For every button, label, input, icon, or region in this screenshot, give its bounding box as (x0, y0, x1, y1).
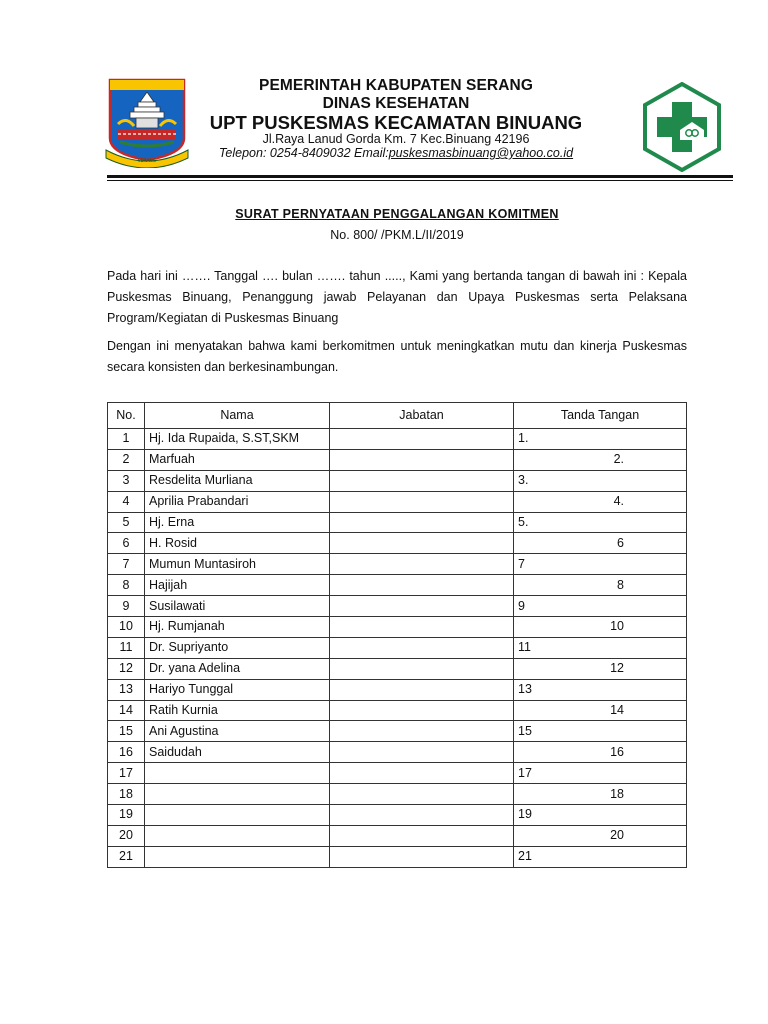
signature-number: 4. (613, 494, 624, 509)
signature-number: 16 (610, 744, 624, 759)
cell-jabatan (330, 763, 514, 784)
cell-nama: H. Rosid (145, 533, 330, 554)
svg-text:SERANG: SERANG (137, 159, 157, 164)
cell-nama (145, 784, 330, 805)
header-divider-thin (107, 180, 733, 181)
cell-nama (145, 846, 330, 867)
cell-no: 12 (108, 658, 145, 679)
cell-nama: Ani Agustina (145, 721, 330, 742)
table-row (108, 617, 687, 638)
cell-jabatan (330, 846, 514, 867)
cell-tanda-tangan (514, 533, 687, 554)
signature-number: 21 (518, 849, 532, 864)
table-row (108, 575, 687, 596)
cell-jabatan (330, 742, 514, 763)
cell-nama: Resdelita Murliana (145, 470, 330, 491)
cell-nama: Hajijah (145, 575, 330, 596)
cell-jabatan (330, 533, 514, 554)
signature-number: 11 (518, 640, 531, 655)
signature-number: 8 (617, 577, 624, 592)
cell-no: 4 (108, 491, 145, 512)
signature-number: 12 (610, 661, 624, 676)
table-row (108, 637, 687, 658)
cell-tanda-tangan (514, 491, 687, 512)
cell-nama: Susilawati (145, 596, 330, 617)
cell-jabatan (330, 784, 514, 805)
cell-jabatan (330, 805, 514, 826)
table-row (108, 784, 687, 805)
puskesmas-logo (642, 82, 722, 172)
cell-jabatan (330, 575, 514, 596)
signature-number: 1. (518, 431, 529, 446)
signature-number: 6 (617, 535, 624, 550)
table-row (108, 742, 687, 763)
cell-tanda-tangan (514, 721, 687, 742)
cell-no: 11 (108, 637, 145, 658)
table-row (108, 554, 687, 575)
header-email-link[interactable]: puskesmasbinuang@yahoo.co.id (388, 146, 574, 160)
cell-jabatan (330, 637, 514, 658)
cell-no: 21 (108, 846, 145, 867)
signature-number: 9 (518, 598, 525, 613)
cell-jabatan (330, 596, 514, 617)
document-paragraph-1: Pada hari ini ……. Tanggal …. bulan ……. tahun ....., Kami yang bertanda tangan di bawah ini : Kepala Puskesmas Binuang, Penanggung jawab Pelayanan dan Upaya Puskesmas serta Pelaksana Program/Kegiatan di Puskesmas Binuang (107, 269, 687, 325)
cell-tanda-tangan (514, 617, 687, 638)
cell-jabatan (330, 679, 514, 700)
cell-nama: Ratih Kurnia (145, 700, 330, 721)
cell-nama (145, 825, 330, 846)
cell-tanda-tangan (514, 825, 687, 846)
document-paragraph-2: Dengan ini menyatakan bahwa kami berkomitmen untuk meningkatkan mutu dan kinerja Puskesmas secara konsisten dan berkesinambungan. (107, 339, 687, 374)
signature-number: 3. (518, 473, 529, 488)
table-row (108, 596, 687, 617)
signature-number: 13 (518, 682, 532, 697)
cell-tanda-tangan (514, 554, 687, 575)
cell-no: 8 (108, 575, 145, 596)
table-row (108, 763, 687, 784)
column-header-no: No. (108, 403, 145, 429)
cell-tanda-tangan (514, 805, 687, 826)
cell-tanda-tangan (514, 512, 687, 533)
table-row (108, 491, 687, 512)
cell-no: 6 (108, 533, 145, 554)
signature-number: 20 (610, 828, 624, 843)
table-row (108, 429, 687, 450)
header-phone: Telepon: 0254-8409032 Email: (218, 146, 389, 160)
table-header-row (108, 403, 687, 429)
column-header-nama: Nama (145, 403, 330, 429)
cell-tanda-tangan (514, 596, 687, 617)
cell-nama: Hj. Ida Rupaida, S.ST,SKM (145, 429, 330, 450)
table-row (108, 721, 687, 742)
cell-jabatan (330, 825, 514, 846)
table-row (108, 512, 687, 533)
cell-nama: Aprilia Prabandari (145, 491, 330, 512)
cell-tanda-tangan (514, 679, 687, 700)
kabupaten-serang-emblem (104, 76, 190, 168)
cell-tanda-tangan (514, 784, 687, 805)
cell-nama: Dr. Supriyanto (145, 637, 330, 658)
header-department: DINAS KESEHATAN (322, 95, 470, 112)
cell-jabatan (330, 512, 514, 533)
cell-no: 19 (108, 805, 145, 826)
cell-nama: Hj. Rumjanah (145, 617, 330, 638)
signature-number: 10 (610, 619, 624, 634)
cell-tanda-tangan (514, 763, 687, 784)
signature-number: 7 (518, 556, 525, 571)
table-row (108, 533, 687, 554)
table-row (108, 449, 687, 470)
cell-tanda-tangan (514, 742, 687, 763)
cell-tanda-tangan (514, 575, 687, 596)
signature-number: 15 (518, 723, 532, 738)
table-row (108, 700, 687, 721)
cell-nama: Dr. yana Adelina (145, 658, 330, 679)
cell-no: 17 (108, 763, 145, 784)
cell-no: 13 (108, 679, 145, 700)
cell-jabatan (330, 491, 514, 512)
document-number: No. 800/ /PKM.L/II/2019 (330, 228, 464, 242)
cell-no: 10 (108, 617, 145, 638)
header-contact (190, 146, 602, 160)
header-government: PEMERINTAH KABUPATEN SERANG (259, 77, 533, 94)
signature-number: 14 (610, 703, 624, 718)
cell-nama: Hj. Erna (145, 512, 330, 533)
cell-nama: Marfuah (145, 449, 330, 470)
signature-number: 17 (518, 765, 532, 780)
cell-nama: Saidudah (145, 742, 330, 763)
cell-nama: Mumun Muntasiroh (145, 554, 330, 575)
cell-jabatan (330, 429, 514, 450)
header-address: Jl.Raya Lanud Gorda Km. 7 Kec.Binuang 42196 (262, 132, 530, 146)
table-row (108, 679, 687, 700)
cell-tanda-tangan (514, 700, 687, 721)
signature-number: 19 (518, 807, 532, 822)
cell-no: 5 (108, 512, 145, 533)
signature-number: 2. (613, 452, 624, 467)
header-divider-thick (107, 175, 733, 178)
cell-jabatan (330, 658, 514, 679)
table-body (108, 429, 687, 868)
cell-no: 14 (108, 700, 145, 721)
cell-tanda-tangan (514, 449, 687, 470)
cell-nama (145, 805, 330, 826)
table-row (108, 825, 687, 846)
cell-no: 1 (108, 429, 145, 450)
commitment-table (107, 402, 687, 868)
cell-no: 20 (108, 825, 145, 846)
cell-no: 18 (108, 784, 145, 805)
cell-tanda-tangan (514, 470, 687, 491)
table-row (108, 805, 687, 826)
cell-jabatan (330, 617, 514, 638)
cell-no: 7 (108, 554, 145, 575)
cell-jabatan (330, 470, 514, 491)
column-header-tanda-tangan: Tanda Tangan (514, 403, 687, 429)
cell-tanda-tangan (514, 637, 687, 658)
header-institution: UPT PUSKESMAS KECAMATAN BINUANG (209, 112, 583, 133)
table-row (108, 658, 687, 679)
cell-jabatan (330, 449, 514, 470)
cell-tanda-tangan (514, 429, 687, 450)
signature-number: 18 (610, 786, 624, 801)
cell-tanda-tangan (514, 658, 687, 679)
table-row (108, 470, 687, 491)
table-row (108, 846, 687, 867)
cell-jabatan (330, 554, 514, 575)
cell-jabatan (330, 721, 514, 742)
cell-jabatan (330, 700, 514, 721)
cell-nama: Hariyo Tunggal (145, 679, 330, 700)
signature-number: 5. (518, 515, 529, 529)
cell-no: 15 (108, 721, 145, 742)
cell-tanda-tangan (514, 846, 687, 867)
cell-nama (145, 763, 330, 784)
column-header-jabatan: Jabatan (330, 403, 514, 429)
cell-no: 2 (108, 449, 145, 470)
document-title: SURAT PERNYATAAN PENGGALANGAN KOMITMEN (235, 207, 559, 221)
cell-no: 3 (108, 470, 145, 491)
cell-no: 16 (108, 742, 145, 763)
cell-no: 9 (108, 596, 145, 617)
